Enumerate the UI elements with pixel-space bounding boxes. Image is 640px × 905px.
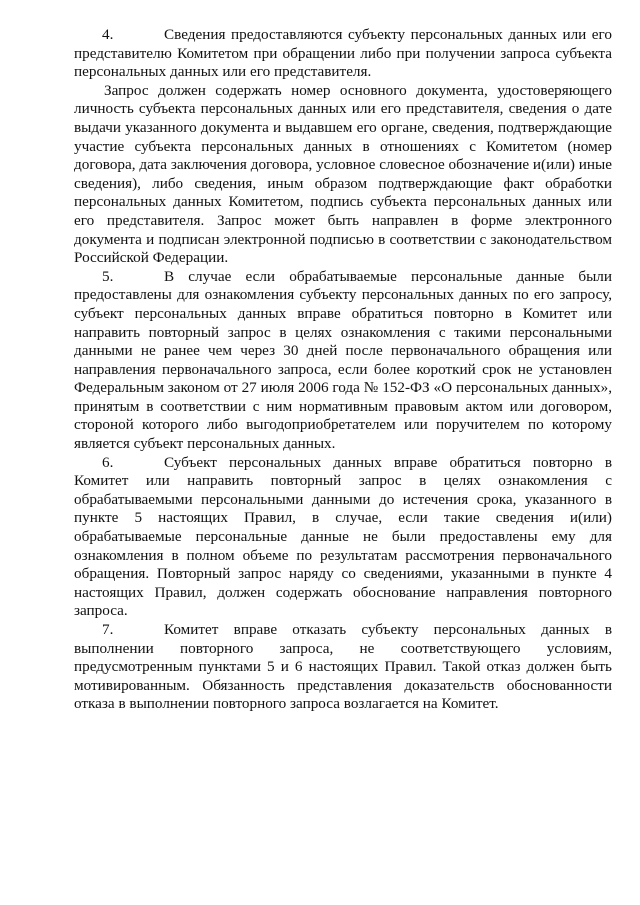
paragraph-7 (74, 621, 612, 714)
paragraph-5 (74, 268, 612, 454)
paragraph-text: Субъект персональных данных вправе обратиться повторно в Комитет или направить повторный запрос в целях ознакомления с обрабатываемыми персональными данными до истечения срока, указанного в пункте 5 настоящих Правил, в случае, если такие сведения и(или) обрабатываемые персональные данные не были предоставлены ему для ознакомления в полном объеме по результатам рассмотрения первоначального обращения. Повторный запрос наряду со сведениями, указанными в пункте 4 настоящих Правил, должен содержать обоснование направления повторного запроса. (74, 453, 612, 620)
paragraph-text: В случае если обрабатываемые персональные данные были предоставлены для ознакомления субъекту персональных данных по его запросу, субъект персональных данных вправе обратиться повторно в Комитет или направить повторный запрос в целях ознакомления с такими персональными данными не ранее чем через 30 дней после первоначального обращения или направления первоначального запроса, если более короткий срок не установлен Федеральным законом от 27 июля 2006 года № 152-ФЗ «О персональных данных», принятым в соответствии с ним нормативным правовым актом или договором, стороной которого либо выгодоприобретателем или поручителем по которому является субъект персональных данных. (74, 267, 612, 453)
paragraph-4 (74, 26, 612, 82)
paragraph-6 (74, 454, 612, 621)
paragraph-4-continuation (74, 82, 612, 268)
paragraph-number: 5. (102, 267, 114, 285)
paragraph-text: Запрос должен содержать номер основного документа, удостоверяющего личность субъекта персональных данных или его представителя, сведения о дате выдачи указанного документа и выдавшем его органе, сведения, подтверждающие участие субъекта персональных данных в отношениях с Комитетом (номер договора, дата заключения договора, условное словесное обозначение и(или) иные сведения), либо сведения, иным образом подтверждающие факт обработки персональных данных Комитетом, подпись субъекта персональных данных или его представителя. Запрос может быть направлен в форме электронного документа и подписан электронной подписью в соответствии с законодательством Российской Федерации. (74, 81, 612, 267)
paragraph-number: 6. (102, 453, 114, 471)
paragraph-number: 4. (102, 26, 114, 43)
paragraph-text: Комитет вправе отказать субъекту персональных данных в выполнении повторного запроса, не соответствующего условиям, предусмотренным пунктами 5 и 6 настоящих Правил. Такой отказ должен быть мотивированным. Обязанность представления доказательств обоснованности отказа в выполнении повторного запроса возлагается на Комитет. (74, 621, 612, 713)
paragraph-number: 7. (102, 621, 114, 638)
paragraph-text: Сведения предоставляются субъекту персональных данных или его представителю Комитетом при обращении либо при получении запроса субъекта персональных данных или его представителя. (74, 26, 612, 81)
